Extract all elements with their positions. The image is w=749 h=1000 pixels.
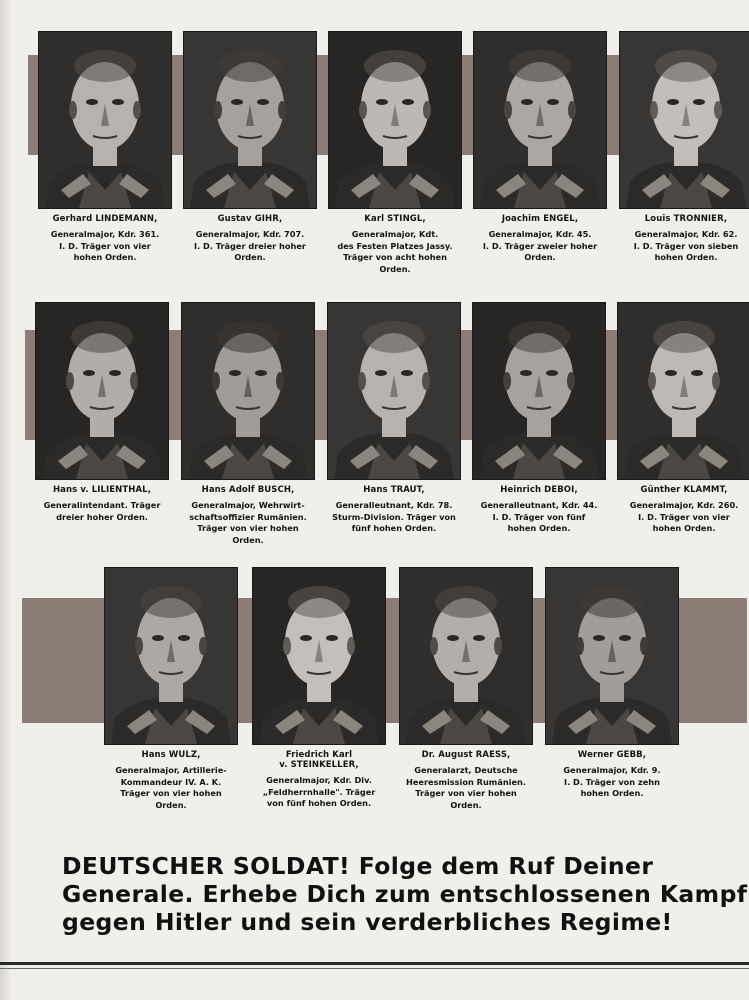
person-description	[617, 229, 749, 264]
person-description	[397, 765, 535, 811]
person-name: Hans Adolf BUSCH,	[201, 485, 295, 495]
description-line: Generalmajor, Kdr. 260.	[629, 500, 739, 510]
description-line: I. D. Träger von vier	[59, 240, 151, 251]
person-name: Dr. August RAESS,	[421, 750, 511, 760]
description-line: schaftsoffizier Rumänien.	[189, 511, 307, 522]
person-description	[250, 775, 388, 810]
description-line: Träger von acht hohen	[343, 252, 447, 262]
person-name: Gerhard LINDEMANN,	[52, 214, 158, 224]
portrait-photo	[36, 303, 168, 479]
description-line: Generalmajor, Kdr. 707.	[195, 229, 305, 239]
portrait-card	[615, 303, 749, 535]
person-name: Friedrich Karl v. STEINKELLER,	[279, 750, 359, 770]
description-line: I. D. Träger zweier hoher	[482, 240, 598, 251]
description-line: Generalmajor, Kdr. 9.	[563, 765, 661, 775]
description-line: Sturm-Division. Träger von	[332, 511, 456, 522]
description-line: Generalmajor, Wehrwirt-	[191, 500, 305, 510]
portrait-photo	[39, 32, 171, 208]
description-line: I. D. Träger von zehn	[564, 776, 660, 787]
description-line: Generalmajor, Kdr. 62.	[634, 229, 738, 239]
person-description	[470, 500, 608, 535]
portrait-card	[397, 568, 535, 811]
description-line: Träger von vier hohen	[197, 523, 299, 533]
description-line: Orden.	[450, 799, 482, 810]
portrait-photo	[328, 303, 460, 479]
person-description	[33, 500, 171, 523]
description-line: Generalmajor, Kdr. 361.	[50, 229, 160, 239]
description-line: I. D. Träger von sieben	[633, 240, 739, 251]
description-line: „Feldherrnhalle". Träger	[262, 786, 376, 797]
person-description	[543, 765, 681, 800]
description-line: Orden.	[234, 252, 266, 262]
description-line: Generalmajor, Artillerie-	[115, 765, 227, 775]
portrait-card	[33, 303, 171, 523]
appeal-line-2: Generale. Erhebe Dich zum entschlossenen Kampf	[62, 880, 748, 908]
portrait-card	[471, 32, 609, 264]
person-description	[325, 500, 463, 535]
portrait-photo	[105, 568, 237, 744]
description-line: hohen Orden.	[507, 523, 571, 533]
person-name: Gustav GIHR,	[217, 214, 283, 224]
person-name: Heinrich DEBOI,	[500, 485, 578, 495]
description-line: Orden.	[379, 263, 411, 274]
description-line: Heeresmission Rumänien.	[406, 776, 526, 787]
portrait-photo	[618, 303, 749, 479]
portrait-card	[325, 303, 463, 535]
description-line: Orden.	[524, 252, 556, 262]
description-line: Generalmajor, Kdt.	[351, 229, 439, 239]
description-line: des Festen Platzes Jassy.	[337, 240, 453, 251]
appeal-text	[62, 852, 748, 936]
person-name: Louis TRONNIER,	[644, 214, 728, 224]
description-line: Generalmajor, Kdr. Div.	[266, 775, 372, 785]
portrait-card	[617, 32, 749, 264]
description-line: hohen Orden.	[654, 252, 718, 262]
description-line: von fünf hohen Orden.	[266, 798, 372, 808]
person-name: Hans v. LILIENTHAL,	[52, 485, 152, 495]
description-line: hohen Orden.	[73, 252, 137, 262]
person-description	[181, 229, 319, 264]
portrait-photo	[546, 568, 678, 744]
person-name: Werner GEBB,	[577, 750, 647, 760]
portrait-card	[326, 32, 464, 275]
appeal-line-1: DEUTSCHER SOLDAT! Folge dem Ruf Deiner	[62, 852, 654, 880]
description-line: hohen Orden.	[652, 523, 716, 533]
portrait-photo	[182, 303, 314, 479]
appeal-line-3: gegen Hitler und sein verderbliches Regime!	[62, 908, 673, 936]
portrait-card	[36, 32, 174, 264]
description-line: dreier hoher Orden.	[56, 511, 148, 522]
person-name: Hans WULZ,	[141, 750, 201, 760]
person-description	[36, 229, 174, 264]
description-line: I. D. Träger dreier hoher	[194, 240, 306, 251]
bottom-rule	[0, 962, 749, 965]
person-name: Joachim ENGEL,	[501, 214, 579, 224]
portrait-photo	[474, 32, 606, 208]
description-line: Träger von vier hohen	[415, 788, 517, 798]
description-line: Kommandeur IV. A. K.	[120, 776, 222, 787]
portrait-photo	[184, 32, 316, 208]
portrait-photo	[473, 303, 605, 479]
description-line: Orden.	[155, 799, 187, 810]
portrait-photo	[400, 568, 532, 744]
description-line: Generalleutnant, Kdr. 78.	[335, 500, 453, 510]
description-line: I. D. Träger von fünf	[492, 511, 586, 522]
portrait-card	[470, 303, 608, 535]
portrait-card	[102, 568, 240, 811]
person-description	[102, 765, 240, 811]
person-name: Hans TRAUT,	[363, 485, 425, 495]
portrait-card	[181, 32, 319, 264]
description-line: Orden.	[232, 534, 264, 545]
description-line: Generalintendant. Träger	[43, 500, 161, 510]
description-line: Generalmajor, Kdr. 45.	[488, 229, 592, 239]
person-description	[615, 500, 749, 535]
portrait-card	[250, 568, 388, 810]
portrait-card	[543, 568, 681, 800]
bottom-rule-thin	[0, 968, 749, 969]
person-description	[179, 500, 317, 546]
person-name: Karl STINGL,	[364, 214, 426, 224]
portrait-photo	[253, 568, 385, 744]
person-description	[326, 229, 464, 275]
description-line: Generalarzt, Deutsche	[414, 765, 518, 775]
person-name: Günther KLAMMT,	[640, 485, 728, 495]
portrait-photo	[329, 32, 461, 208]
portrait-photo	[620, 32, 749, 208]
description-line: hohen Orden.	[580, 788, 644, 798]
description-line: fünf hohen Orden.	[351, 523, 437, 533]
description-line: Generalleutnant, Kdr. 44.	[480, 500, 598, 510]
description-line: I. D. Träger von vier	[638, 511, 730, 522]
portrait-card	[179, 303, 317, 546]
person-description	[471, 229, 609, 264]
description-line: Träger von vier hohen	[120, 788, 222, 798]
